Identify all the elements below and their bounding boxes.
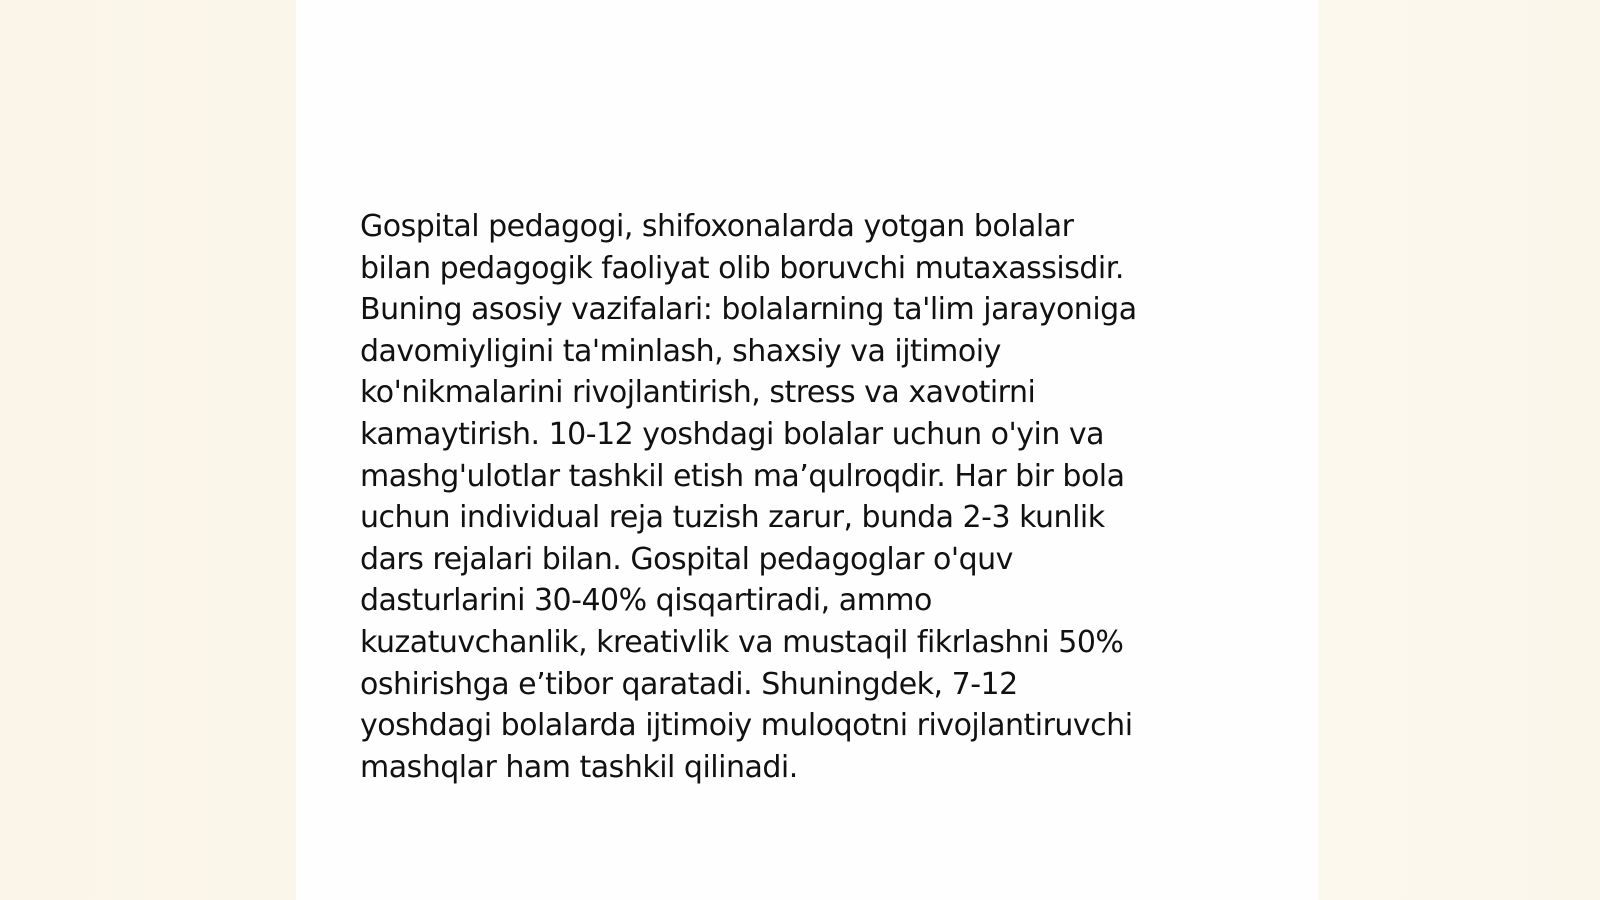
paragraph-line: dasturlarini 30-40% qisqartiradi, ammo — [360, 583, 932, 619]
paragraph-line: Buning asosiy vazifalari: bolalarning ta'lim jarayoniga — [360, 292, 1137, 328]
paragraph-line: ko'nikmalarini rivojlantirish, stress va xavotirni — [360, 375, 1036, 411]
paragraph-line: bilan pedagogik faoliyat olib boruvchi mutaxassisdir. — [360, 250, 1124, 286]
document-page — [296, 0, 1318, 900]
paragraph-line: mashg'ulotlar tashkil etish ma’qulroqdir. Har bir bola — [360, 458, 1125, 494]
paragraph-line: kuzatuvchanlik, kreativlik va mustaqil fikrlashni 50% — [360, 624, 1124, 660]
body-paragraph — [360, 206, 1250, 788]
paragraph-line: kamaytirish. 10-12 yoshdagi bolalar uchun o'yin va — [360, 416, 1105, 452]
paragraph-line: davomiyligini ta'minlash, shaxsiy va ijtimoiy — [360, 333, 1001, 369]
paragraph-line: dars rejalari bilan. Gospital pedagoglar o'quv — [360, 541, 1013, 577]
left-margin-background — [0, 0, 296, 900]
paragraph-line: yoshdagi bolalarda ijtimoiy muloqotni rivojlantiruvchi — [360, 708, 1133, 744]
right-margin-background — [1318, 0, 1600, 900]
paragraph-line: Gospital pedagogi, shifoxonalarda yotgan bolalar — [360, 209, 1074, 244]
paragraph-line: oshirishga e’tibor qaratadi. Shuningdek, 7-12 — [360, 666, 1018, 702]
paragraph-line: uchun individual reja tuzish zarur, bunda 2-3 kunlik — [360, 500, 1105, 536]
paragraph-line: mashqlar ham tashkil qilinadi. — [360, 749, 798, 785]
